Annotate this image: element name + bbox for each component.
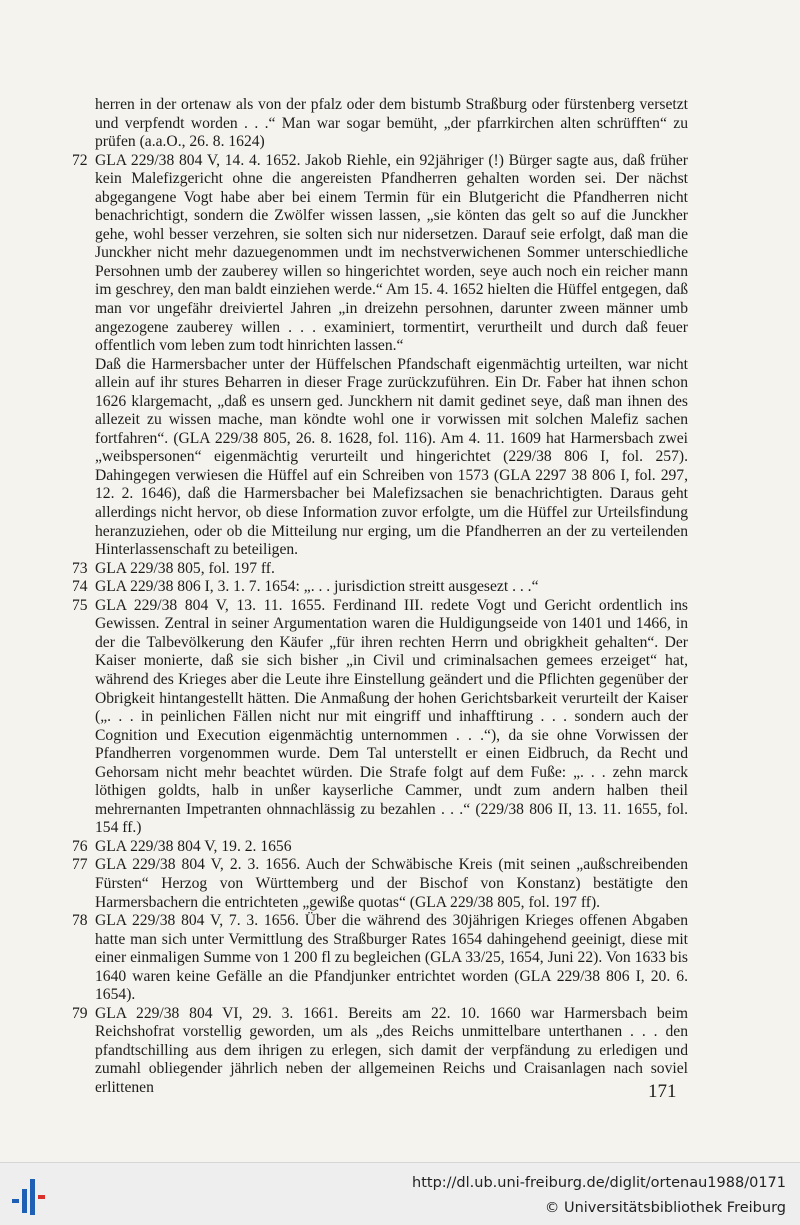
footnote-body: GLA 229/38 804 V, 19. 2. 1656 [95, 837, 292, 855]
footnote-item [72, 152, 688, 356]
footnote-body: GLA 229/38 804 V, 13. 11. 1655. Ferdinand III. redete Vogt und Gericht ordentlich ins Gewissen. Zentral in seiner Argumentation waren die Huldigungseide von 1401 und 1466, in der die Talbevölkerung den Käufer „für ihren rechten Herrn und obrigkheit gehalten“. Der Kaiser monierte, daß sie sich bisher „in Civil und criminalsachen gemees erzeiget“ hat, während des Krieges aber die Leute ihre Einstellung geändert und die Pflichten gegenüber der Obrigkeit hintangestellt hätten. Die Anmaßung der hohen Gerichtsbarkeit verurteilt der Kaiser („. . . in peinlichen Fällen nicht nur mit eingriff und inhafftirung . . . sondern auch der Cognition und Execution eigenmächtig unternommen . . .“), da sie ohne Vorwissen der Pfandherren vorgenommen wurde. Dem Tal unterstellt er einen Eidbruch, da Recht und Gehorsam nicht mehr beachtet würden. Die Strafe folgt auf dem Fuße: „. . . zehn marck löthigen goldts, halb in unßer kayserliche Cammer, undt zum andern halben theil mehrernanten Impetranten ohnnachlässig zu bezahlen . . .“ (229/38 806 II, 13. 11. 1655, fol. 154 ff.) [95, 596, 688, 837]
footnote-number: 73 [72, 559, 88, 577]
footnote-number: 76 [72, 837, 88, 855]
footnote-list [72, 152, 688, 1098]
footnote-item [72, 1005, 688, 1098]
footnote-item [72, 578, 688, 597]
footnote-body: GLA 229/38 805, fol. 197 ff. [95, 559, 275, 577]
footnote-body: GLA 229/38 804 V, 2. 3. 1656. Auch der Schwäbische Kreis (mit seinen „außschreibenden Fürsten“ Herzog von Württemberg und der Bischof von Konstanz) bestätigte den Harmersbachern die entrichteten „gewiße quotas“ (GLA 229/38 805, fol. 197 ff). [95, 856, 688, 911]
footnote-number: 77 [72, 856, 88, 874]
footnote-number: 74 [72, 578, 88, 596]
footnote-item [72, 560, 688, 579]
footnote-item [72, 597, 688, 838]
footnote-number: 78 [72, 912, 88, 930]
page-number: 171 [648, 1081, 677, 1102]
footnote-item [72, 912, 688, 1005]
university-library-logo-icon [10, 1175, 50, 1219]
footnote-text [72, 96, 688, 1098]
footnote-body: GLA 229/38 804 V, 14. 4. 1652. Jakob Riehle, ein 92jähriger (!) Bürger sagte aus, daß früher kein Malefizgericht ohne die angereisten Pfandherren gehalten worden sei. Der nächst abgegangene Vogt habe aber bei einem Termin für ein Blutgericht die Pfandherren nicht benachrichtigt, sondern die Zwölfer wissen lassen, „sie könten das gelt so auf die Junckher gehe, wohl besser verzehren, sie solten sich nur nidersetzen. Darauf seie erfolgt, daß man die Junckher nicht mehr dazuegenommen undt im nechstverwichenen Sommer unterschiedliche Persohnen umb der zauberey willen so hingerichtet worden, seye auch noch ein reicher mann im geschrey, den man baldt einziehen werde.“ Am 15. 4. 1652 hielten die Hüffel entgegen, daß man vor ungefähr dreiviertel Jahren „in dreizehn persohnen, darunter zween männer umb angezogene zauberey willen . . . examiniert, tormentirt, verurtheilt und durch daß feuer offentlich vom leben zum todt hinrichten lassen.“ [95, 151, 688, 355]
footnote-number: 79 [72, 1004, 88, 1022]
footnote-number: 72 [72, 151, 88, 169]
footnote-item [72, 838, 688, 857]
footnote-number: 75 [72, 596, 88, 614]
footnote-body: Daß die Harmersbacher unter der Hüffelschen Pfandschaft eigenmächtig urteilten, war nicht allein auf ihr stures Beharren in dieser Frage zurückzuführen. Ein Dr. Faber hat ihnen schon 1626 klargemacht, „daß es unsern ged. Junckhern nit damit gedinet seye, daß man ihnen des allezeit zu wissen mache, man köndte wohl one ir vorwissen mit solchen Malefiz sachen fortfahren“. (GLA 229/38 805, 26. 8. 1628, fol. 116). Am 4. 11. 1609 hat Harmersbach zwei „weibspersonen“ eigenmächtig verurteilt und hingerichtet (229/38 806 I, fol. 257). Dahingegen verwiesen die Hüffel auf ein Schreiben von 1573 (GLA 2297 38 806 I, fol. 297, 12. 2. 1646), daß die Harmersbacher bei Malefizsachen sie benachrichtigten. Daraus geht allerdings nicht hervor, ob diese Information zuvor erfolgte, um die Hüffel zur Urteilsfindung heranzuziehen, oder ob die Mitteilung nur erging, um die Pfandherren an der zu verteilenden Hinterlassenschaft zu beteiligen. [95, 355, 688, 559]
viewer-footer [0, 1162, 800, 1225]
footnote-item [72, 356, 688, 560]
footnote-body: GLA 229/38 804 VI, 29. 3. 1661. Bereits am 22. 10. 1660 war Harmersbach beim Reichshofrat vorstellig geworden, um als „des Reichs unmittelbare unterthanen . . . den pfandtschilling aus dem ihrigen zu erlegen, sich damit der verpfändung zu erledigen und zumahl obliegender jährlich neben der allgemeinen Reichs und Craisanlagen nach soviel erlittenen [95, 1004, 688, 1096]
footnote-body: GLA 229/38 806 I, 3. 1. 7. 1654: „. . . jurisdiction streitt ausgesezt . . .“ [95, 578, 539, 596]
footnote-body: GLA 229/38 804 V, 7. 3. 1656. Über die während des 30jährigen Krieges offenen Abgaben hatte man sich unter Vermittlung des Straßburger Rates 1654 dahingehend geeinigt, diese mit einer einmaligen Summe von 1 200 fl zu begleichen (GLA 33/25, 1654, Juni 22). Von 1633 bis 1640 waren keine Gefälle an die Pfandjunker entrichtet worden (GLA 229/38 806 I, 20. 6. 1654). [95, 912, 688, 1004]
footnote-item [72, 856, 688, 912]
document-url-link[interactable]: http://dl.ub.uni-freiburg.de/diglit/ortenau1988/0171 [412, 1175, 786, 1191]
copyright-notice: © Universitätsbibliothek Freiburg [544, 1200, 786, 1216]
intro-paragraph: herren in der ortenaw als von der pfalz oder dem bistumb Straßburg oder fürstenberg versetzt und verpfendt worden . . .“ Man war sogar bemüht, „der pfarrkirchen alten schrüfften“ zu prüfen (a.a.O., 26. 8. 1624) [95, 96, 688, 151]
